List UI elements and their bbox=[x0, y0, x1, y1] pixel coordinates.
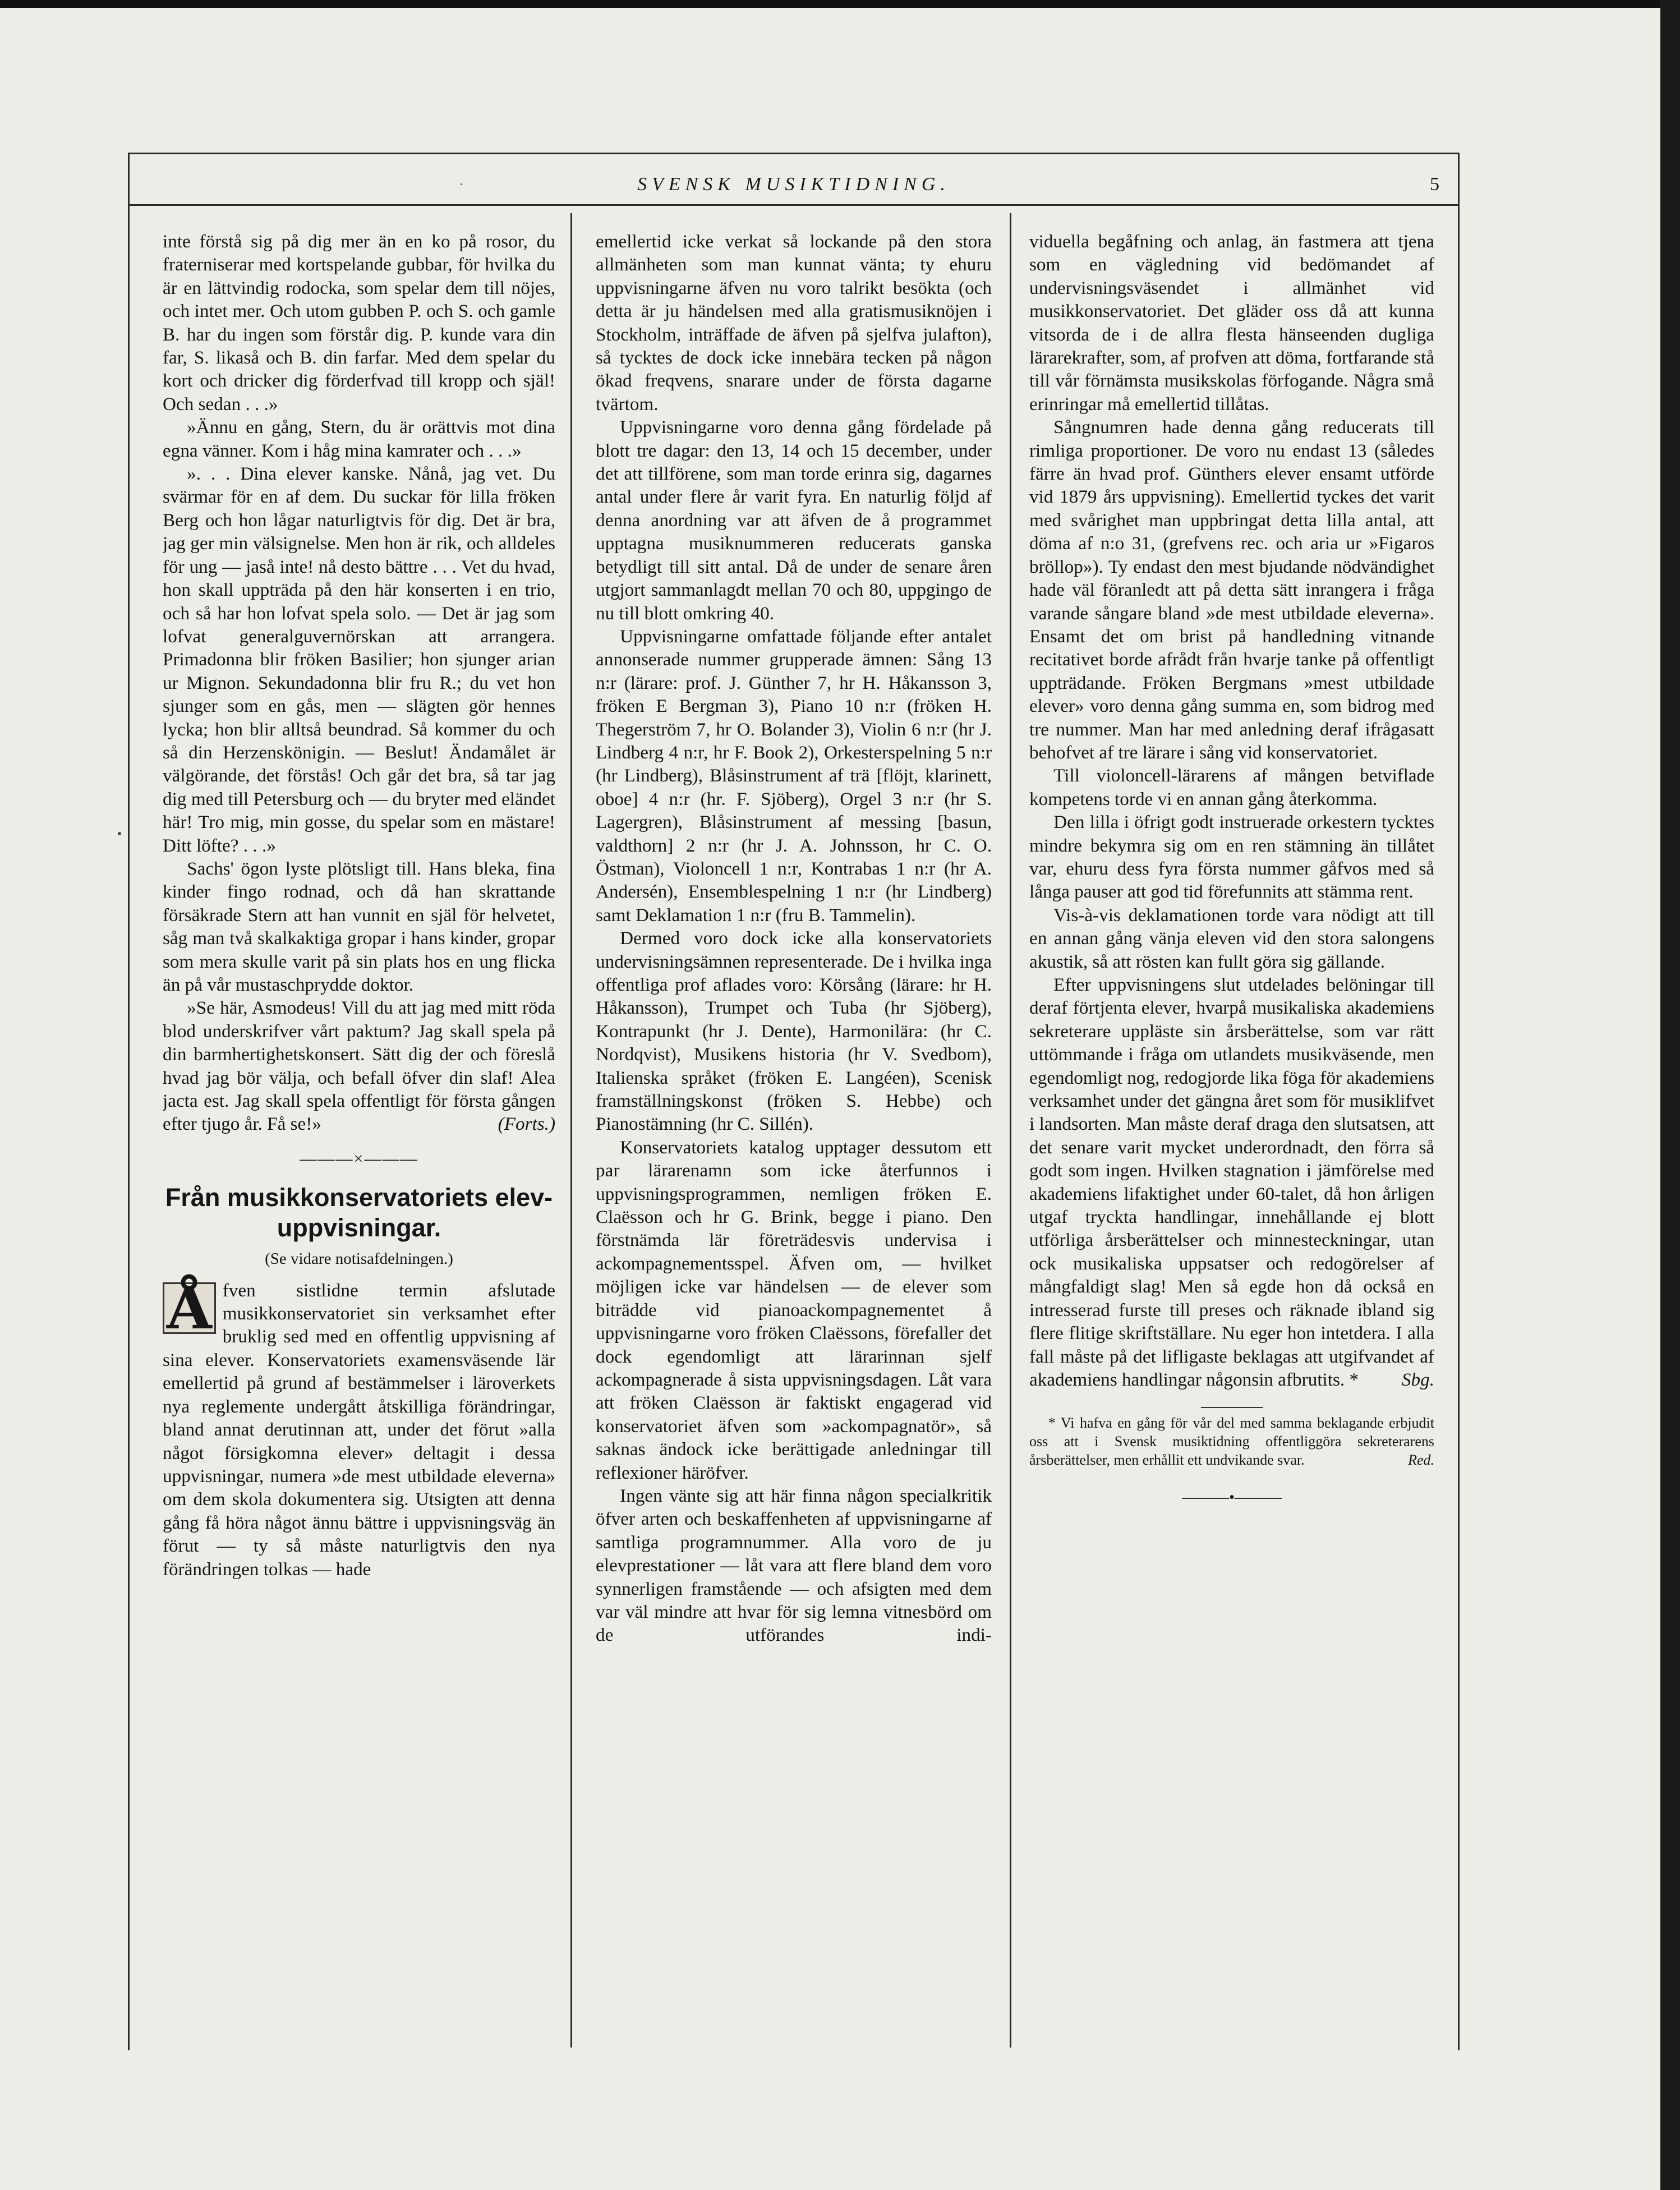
footnote-text: * Vi hafva en gång för vår del med samma beklagande erbjudit oss att i Svensk musiktidning offentliggöra sekreterarens årsberättelser, men erhållit ett undvikande svar. bbox=[1029, 1415, 1434, 1469]
paragraph: Vis-à-vis deklamationen torde vara nödigt att till en annan gång vänja eleven vid den stora salongens akustik, så att rösten kan fullt göra sig gällande. bbox=[1029, 904, 1434, 972]
continued-note: (Forts.) bbox=[498, 1114, 555, 1135]
paragraph-text: Efter uppvisningens slut utdelades belöningar till deraf förtjenta elever, hvarpå musikaliska akademiens sekreterare uppläste sin årsberättelse, som var rätt uttömmande i fråga om utlandets musikväsende, men egendomligt nog, redogjorde lika föga för akademiens verksamhet under det gängna året som för musiklifvet i landsorten. Man måste deraf draga den slutsatsen, att det senare varit mycket underordnadt, den förra så godt som ingen. Hvilken stagnation i jämförelse med akademiens lifaktighet under 60-talet, då hon årligen utgaf tryckta handlingar, innehållande ej blott utförliga årsberättelser och minnesteckningar, utan ock musikaliska uppsatser och redogörelser af mångfaldigt slag! Men så egde hon då också en intresserad furste till preses och räknade ibland sig flere flitige skriftställare. Nu eger hon intetdera. I alla fall måste på det lifligaste beklagas att utgifvandet af akademiens handlingar någonsin afbrutits. * bbox=[1029, 974, 1434, 1390]
paragraph: Uppvisningarne voro denna gång fördelade på blott tre dagar: den 13, 14 och 15 december, under det att tillförene, som man torde erinra sig, dagarnes antal under flere år varit fyra. En naturlig följd af denna anordning var att äfven de å programmet upptagna musiknummeren reducerats ganska betydligt till sitt antal. Då de under de senare åren utgjort sammanlagdt mellan 70 och 80, uppgingo de nu till blott omkring 40. bbox=[596, 417, 992, 624]
margin-mark bbox=[118, 832, 121, 835]
paragraph: Konservatoriets katalog upptager dessutom ett par lärarenamn som icke återfunnos i uppvisningsprogrammen, nemligen fröken E. Claësson och hr G. Brink, begge i piano. Den förstnämda lär företrädesvis undervisa i ackompagnementsspel. Äfven om, — hvilket möjligen icke var händelsen — de elever som biträdde vid pianoackompagnementet å uppvisningarne voro fröken Claëssons, förefaller det dock egendomligt att lärarinnan sjelf ackompagnerade å sista uppvisningsdagen. Låt vara att fröken Claësson är faktiskt engagerad vid konservatoriet äfven som »ackompagnatör», så saknas ändock icke berättigade anledningar till reflexioner häröfver. bbox=[596, 1137, 992, 1483]
column-rule-2 bbox=[1010, 213, 1011, 2048]
paragraph bbox=[163, 996, 555, 1135]
column-right bbox=[1029, 230, 1434, 2048]
end-mark: ———•——— bbox=[1182, 1489, 1282, 1507]
footnote-rule bbox=[1201, 1407, 1263, 1408]
column-rule-1 bbox=[570, 213, 572, 2048]
column-middle bbox=[596, 230, 992, 2048]
paragraph-text: »Se här, Asmodeus! Vill du att jag med mitt röda blod underskrifver vårt paktum? Jag skall spela på din barmhertighetskonsert. Sätt dig der och föreslå hvad jag bör välja, och befall öfver din slaf! Alea jacta est. Jag skall spela offentligt för första gången efter tjugo år. Få se!» bbox=[163, 997, 555, 1135]
paragraph: Sachs' ögon lyste plötsligt till. Hans bleka, fina kinder fingo rodnad, och då han skrattande försäkrade Stern att han vunnit en själ för helvetet, såg man två skalkaktiga gropar i hans kinder, gropar som mera skulle varit på sin plats hos en ung flicka än på vår mustaschprydde doktor. bbox=[163, 858, 555, 995]
header-dot-mark: · bbox=[459, 176, 464, 194]
column-left bbox=[163, 230, 555, 2048]
footnote-signature: Red. bbox=[1408, 1452, 1434, 1469]
paragraph bbox=[1029, 973, 1434, 1391]
paragraph: Uppvisningarne omfattade följande efter antalet annonserade nummer grupperade ämnen: Sång 13 n:r (lärare: prof. J. Günther 7, hr H. Håkansson 3, fröken E Bergman 3), Piano 10 n:r (fröken H. Thegerström 7, hr O. Bolander 3), Violin 6 n:r (hr J. Lindberg 4 n:r, hr F. Book 2), Orkesterspelning 5 n:r (hr Lindberg), Blåsinstrument af trä [flöjt, klarinett, oboe] 4 n:r (hr. F. Sjöberg), Orgel 3 n:r (hr S. Lagergren), Blåsinstrument af messing [basun, valdthorn] 2 n:r (hr J. A. Johnsson, hr C. O. Östman), Violoncell 1 n:r, Kontrabas 1 n:r (hr A. Andersén), Ensemblespelning 1 n:r (hr Lindberg) samt Deklamation 1 n:r (fru B. Tammelin). bbox=[596, 625, 992, 926]
author-signature: Sbg. bbox=[1401, 1369, 1434, 1390]
journal-title: SVENSK MUSIKTIDNING. bbox=[637, 174, 950, 195]
article-lead-paragraph bbox=[163, 1273, 555, 1581]
page-number: 5 bbox=[1430, 174, 1439, 195]
article-title: Från musikkonservatoriets elev-uppvisningar. bbox=[165, 1183, 553, 1243]
paragraph: Dermed voro dock icke alla konservatoriets undervisningsämnen representerade. De i hvilka inga offentliga prof aflades voro: Körsång (lärare: hr H. Håkansson), Trumpet och Tuba (hr Sjöberg), Kontrapunkt (hr J. Dente), Harmonilära: (hr C. Nordqvist), Musikens historia (hr V. Svedbom), Italienska språket (fröken E. Langéen), Scenisk framställningskonst (fröken S. Hebbe) och Pianostämning (hr C. Sillén). bbox=[596, 928, 992, 1135]
scan-top-edge bbox=[0, 0, 1680, 8]
scan-right-edge bbox=[1660, 0, 1680, 2190]
paragraph: emellertid icke verkat så lockande på den stora allmänheten som man kunnat vänta; ty ehuru uppvisningarne äfven nu voro talrikt besökta (och detta är ju händelsen med alla gratismusiknöjen i Stockholm, inträffade de äfven på sjelfva julafton), så tycktes de dock icke innebära tecken på någon ökad freqvens, snarare under de första dagarne tvärtom. bbox=[596, 231, 992, 415]
paragraph-text: fven sistlidne termin afslutade musikkonservatoriet sin verksamhet efter bruklig sed med en offentlig uppvisning af sina elever. Konservatoriets examensväsende lär emellertid på grund af bestämmelser i läroverkets nya reglemente undergått åtskilliga förändringar, bland annat derutinnan att, under det förut »alla något försigkomna elever» deltagit i dessa uppvisningar, numera »de mest utbildade eleverna» om dem skola dokumentera sig. Utsigten att denna gång få höra något ännu bättre i uppvisningsväg än förut — ty så måste naturligtvis den nya förändringen tolkas — hade bbox=[163, 1280, 555, 1580]
paragraph: inte förstå sig på dig mer än en ko på rosor, du fraterniserar med kortspelande gubbar, för hvilka du är en lättvindig rodocka, som spelar dem till nöjes, och intet mer. Och utom gubben P. och S. och gamle B. har du ingen som förstår dig. P. kunde vara din far, S. likaså och B. din farfar. Med dem spelar du kort och dricker dig förderfvad till kropp och själ! Och sedan . . .» bbox=[163, 231, 555, 415]
running-header bbox=[128, 168, 1460, 206]
paragraph: Till violoncell-lärarens af mången betviflade kompetens torde vi en annan gång återkomma. bbox=[1029, 765, 1434, 809]
footnote bbox=[1029, 1414, 1434, 1469]
paragraph: viduella begåfning och anlag, än fastmera att tjena som en vägledning vid bedömandet af undervisningsväsendet i allmänhet vid musikkonservatoriet. Det gläder oss då att kunna vitsorda de i de allra flesta hänseenden dugliga lärarekrafter, som, af profven att döma, fortfarande stå till vår förnämsta musikskolas förfogande. Några små erinringar må emellertid tillåtas. bbox=[1029, 231, 1434, 415]
paragraph: »Ännu en gång, Stern, du är orättvis mot dina egna vänner. Kom i håg mina kamrater och . . .» bbox=[163, 417, 555, 461]
paragraph: Ingen vänte sig att här finna någon specialkritik öfver arten och beskaffenheten af uppvisningarne af samtliga programnummer. Alla voro de ju elevprestationer — låt vara att flere bland dem voro synnerligen framstående — och afsigten med dem var väl mindre att hvar för sig lemna vitnesbörd om de utförandes indi- bbox=[596, 1485, 992, 1646]
section-separator: ———×——— bbox=[300, 1149, 418, 1168]
drop-cap: Å bbox=[163, 1282, 216, 1334]
paragraph: Den lilla i öfrigt godt instruerade orkestern tycktes mindre bekymra sig om en ren stämning än tillåtet var, ehuru dess fyra första nummer gåfvos med så långa pauser att god tid förefunnits att stämma rent. bbox=[1029, 812, 1434, 903]
paragraph: ». . . Dina elever kanske. Nånå, jag vet. Du svärmar för en af dem. Du suckar för lilla fröken Berg och hon lågar naturligtvis för dig. Det är bra, jag ger min välsignelse. Men hon är rik, och alldeles för ung — jaså inte! nå desto bättre . . . Vet du hvad, hon skall uppträda på den här konserten i en trio, och så har hon lofvat spela solo. — Det är jag som lofvat generalguvernörskan att arrangera. Primadonna blir fröken Basilier; hon sjunger arian ur Mignon. Sekundadonna blir fru R.; du vet hon sjunger som en gås, men — slägten gör hennes lycka; hon blir alltså beundrad. Så kommer du och så din Herzenskönigin. — Beslut! Ändamålet är välgörande, det förstås! Och går det bra, så tar jag dig med till Petersburg och — du bryter med eländet här! Tro mig, min gosse, du spelar som en mästare! Ditt löfte? . . .» bbox=[163, 463, 555, 856]
paragraph: Sångnumren hade denna gång reducerats till rimliga proportioner. De voro nu endast 13 (således färre än hvad prof. Günthers elever ensamt utförde vid 1879 års uppvisning). Emellertid tyckes det varit med svårighet man uppbringat detta lilla antal, att döma af n:o 31, (grefvens rec. och aria ur »Figaros bröllop»). Ty endast den mest bjudande nödvändighet hade väl föranledt att på detta sätt inrangera i fråga varande sångare bland »de mest utbildade eleverna». Ensamt det om brist på handledning vitnande recitativet borde afrådt från hvarje tanke på offentligt uppträdande. Fröken Bergmans »mest utbildade elever» voro denna gång summa en, som bidrog med tre nummer. Man har med anledning deraf ifrågasatt behofvet af tre lärare i sång vid konservatoriet. bbox=[1029, 417, 1434, 763]
article-subtitle: (Se vidare notisafdelningen.) bbox=[265, 1250, 453, 1268]
